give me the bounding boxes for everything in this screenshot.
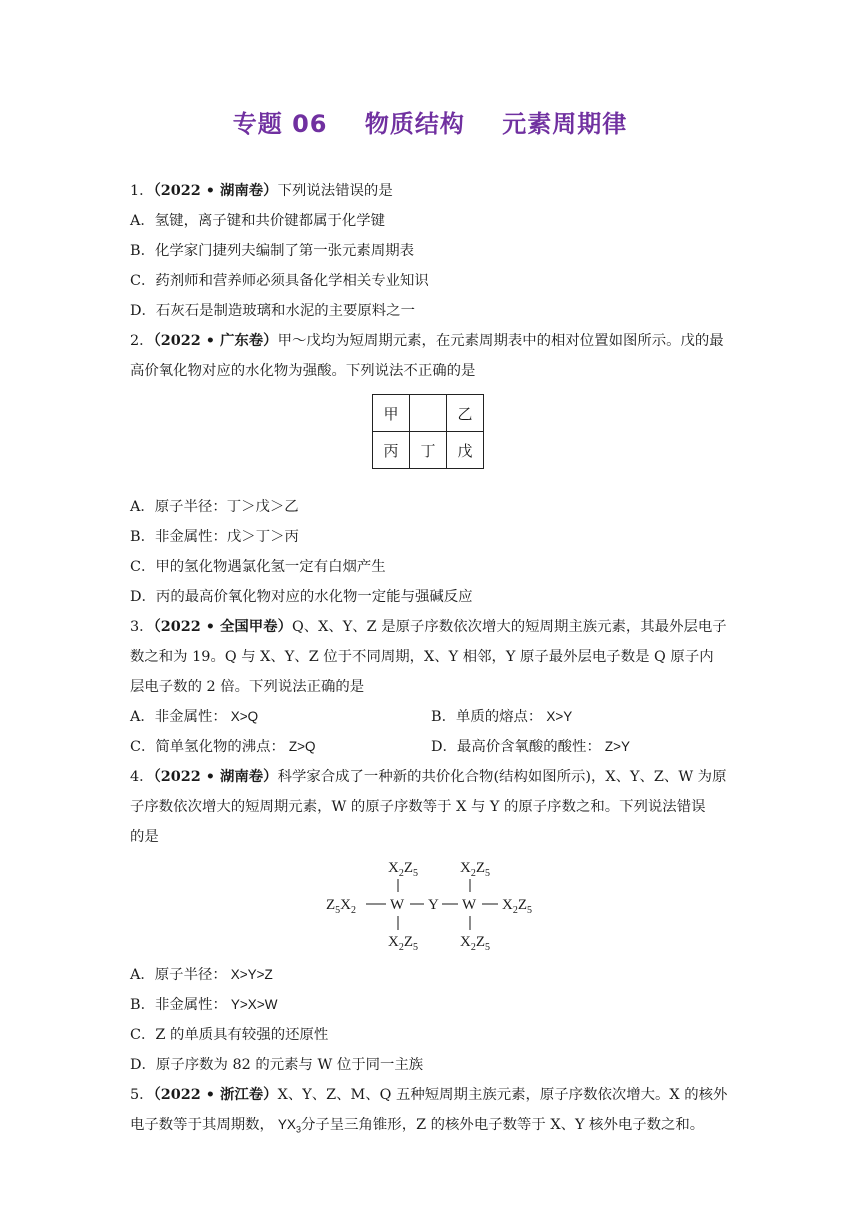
title-part-1: 专题 06 bbox=[232, 110, 328, 138]
question-1-option-c: C．药剂师和营养师必须具备化学相关专业知识 bbox=[130, 273, 429, 289]
question-1-option-d: D．石灰石是制造玻璃和水泥的主要原料之一 bbox=[130, 303, 415, 319]
title-part-2: 物质结构 bbox=[364, 110, 465, 138]
svg-text:W: W bbox=[462, 897, 477, 913]
question-2-option-d: D．丙的最高价氧化物对应的水化物一定能与强碱反应 bbox=[130, 589, 473, 605]
svg-text:X2Z5: $X_2Z_5$ bbox=[388, 934, 419, 953]
svg-text:Y: Y bbox=[428, 897, 439, 913]
question-4-option-b: B．非金属性： Y>X>W bbox=[130, 997, 278, 1013]
grid-cell-bing: 丙 bbox=[373, 432, 410, 469]
question-2-stem: 2．（2022 • 广东卷）甲～戊均为短周期元素，在元素周期表中的相对位置如图所示。戊的最 bbox=[130, 332, 724, 349]
structure-figure bbox=[130, 852, 732, 960]
question-3-option-c: C．简单氢化物的沸点： Z>Q bbox=[130, 739, 316, 755]
question-3-stem: 3．（2022 • 全国甲卷）Q、X、Y、Z 是原子序数依次增大的短周期主族元素，其最外层电子 bbox=[130, 618, 727, 635]
svg-text:X2Z5: $X_2Z_5$ bbox=[502, 897, 533, 916]
question-4-stem: 4．（2022 • 湖南卷）科学家合成了一种新的共价化合物(结构如图所示)，X、Y、Z、W 为原 bbox=[130, 768, 727, 785]
page-title bbox=[0, 104, 860, 139]
svg-text:X2Z5: $X_2Z_5$ bbox=[460, 934, 491, 953]
svg-text:X2Z5: $X_2Z_5$ bbox=[388, 860, 419, 879]
question-1-stem: 1．（2022 • 湖南卷）下列说法错误的是 bbox=[130, 182, 393, 199]
grid-cell-jia: 甲 bbox=[373, 395, 410, 432]
question-1-option-b: B．化学家门捷列夫编制了第一张元素周期表 bbox=[130, 243, 414, 259]
periodic-table-figure bbox=[130, 386, 732, 492]
question-4-option-c: C．Z 的单质具有较强的还原性 bbox=[130, 1027, 329, 1043]
svg-text:X2Z5: $X_2Z_5$ bbox=[460, 860, 491, 879]
question-3-option-d: D．最高价含氧酸的酸性： Z>Y bbox=[431, 739, 630, 755]
grid-cell-yi: 乙 bbox=[447, 395, 484, 432]
question-3-stem-cont-2: 层电子数的 2 倍。下列说法正确的是 bbox=[130, 679, 365, 695]
question-3-options-cd bbox=[130, 732, 732, 762]
svg-text:Z5X2: $Z_5X_2$ bbox=[326, 897, 357, 916]
question-5-stem-cont: 电子数等于其周期数， $YX_3$分子呈三角锥形，Z 的核外电子数等于 X、Y 核外电子数之和。 bbox=[130, 1117, 705, 1135]
grid-cell-ding: 丁 bbox=[410, 432, 447, 469]
question-2-stem-cont: 高价氧化物对应的水化物为强酸。下列说法不正确的是 bbox=[130, 363, 476, 379]
question-5-stem: 5．（2022 • 浙江卷）X、Y、Z、M、Q 五种短周期主族元素，原子序数依次增大。X 的核外 bbox=[130, 1086, 728, 1103]
question-3-stem-cont-1: 数之和为 19。Q 与 X、Y、Z 位于不同周期，X、Y 相邻，Y 原子最外层电子数是 Q 原子内 bbox=[130, 649, 714, 665]
yx3-formula: $YX_3$ bbox=[277, 1117, 301, 1135]
question-list bbox=[130, 176, 732, 1140]
periodic-position-grid bbox=[372, 394, 484, 469]
grid-cell-empty bbox=[410, 395, 447, 432]
question-2-option-a: A．原子半径：丁＞戊＞乙 bbox=[130, 499, 299, 515]
question-4-option-d: D．原子序数为 82 的元素与 W 位于同一主族 bbox=[130, 1057, 424, 1073]
question-2-option-c: C．甲的氢化物遇氯化氢一定有白烟产生 bbox=[130, 559, 386, 575]
question-3-option-a: A．非金属性： X>Q bbox=[130, 709, 259, 725]
question-4-option-a: A．原子半径： X>Y>Z bbox=[130, 967, 273, 983]
svg-text:W: W bbox=[390, 897, 405, 913]
question-1-option-a: A．氢键，离子键和共价键都属于化学键 bbox=[130, 213, 386, 229]
grid-cell-wu: 戊 bbox=[447, 432, 484, 469]
question-3-options-ab bbox=[130, 702, 732, 732]
question-4-stem-cont-1: 子序数依次增大的短周期元素，W 的原子序数等于 X 与 Y 的原子序数之和。下列说法错误 bbox=[130, 799, 706, 815]
molecule-structure-diagram bbox=[320, 854, 550, 958]
question-3-option-b: B．单质的熔点： X>Y bbox=[431, 709, 573, 725]
question-4-stem-cont-2: 的是 bbox=[130, 829, 159, 845]
question-2-option-b: B．非金属性：戊＞丁＞丙 bbox=[130, 529, 299, 545]
title-part-3: 元素周期律 bbox=[502, 110, 628, 138]
